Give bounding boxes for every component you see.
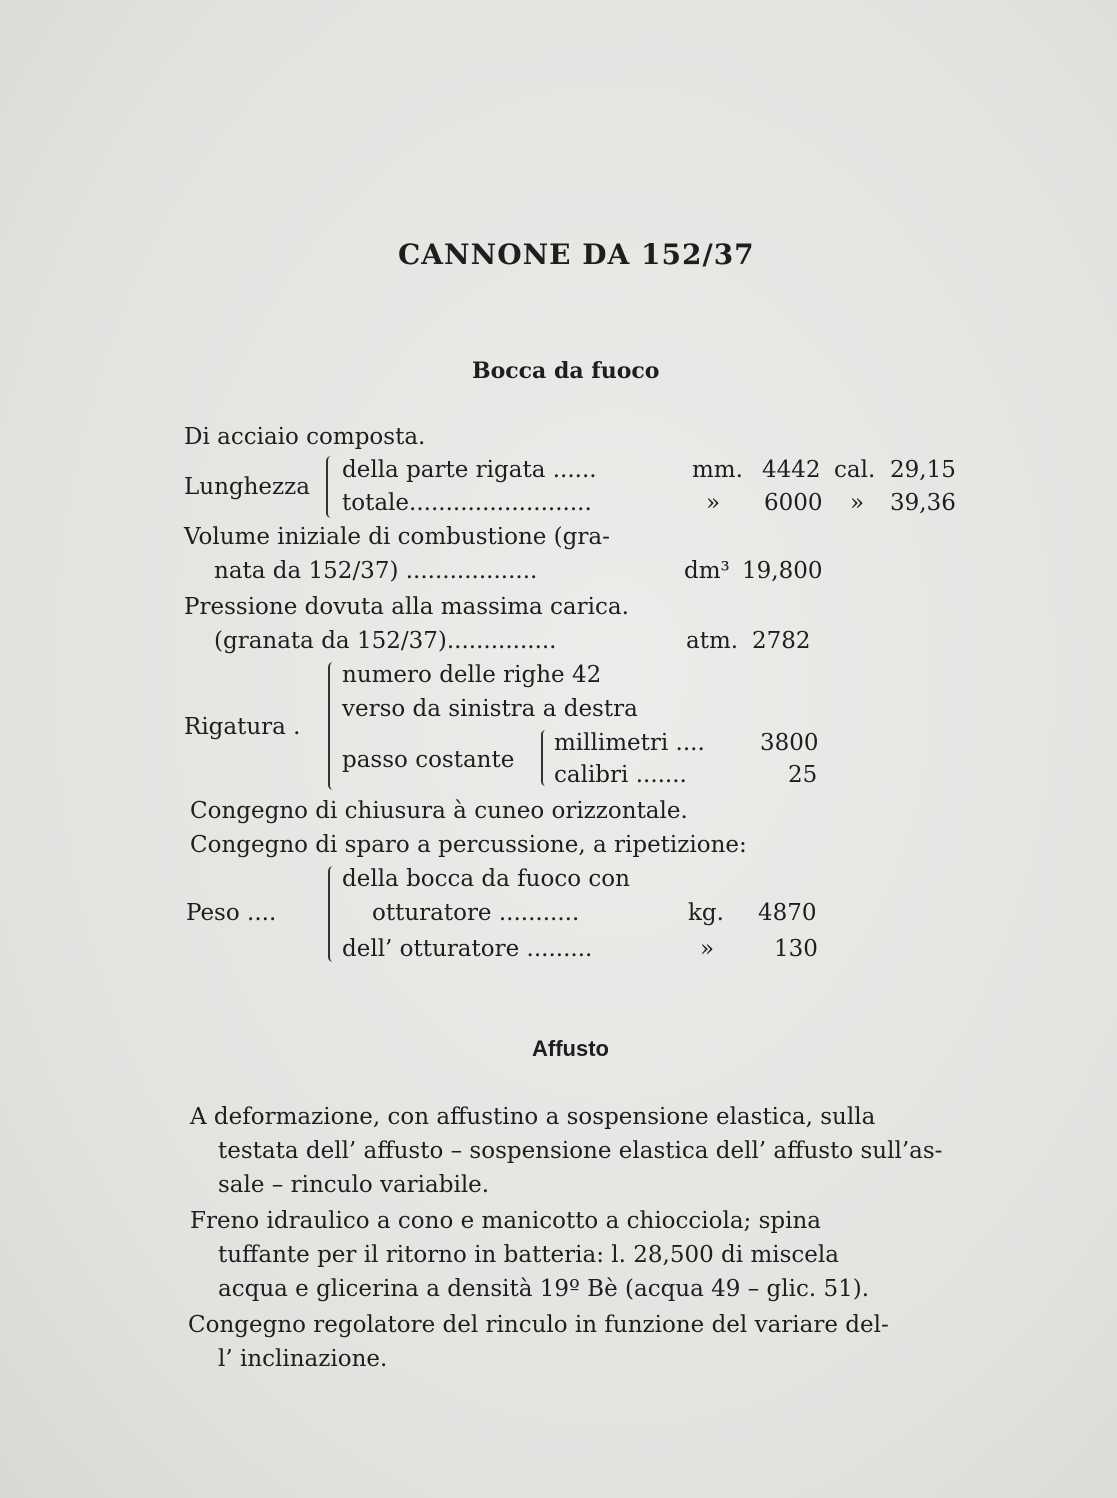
affusto-p1-line1: A deformazione, con affustino a sospensione elastica, sulla xyxy=(190,1104,876,1130)
lunghezza-rigata-value: 4442 xyxy=(762,457,821,483)
peso-dell-otturatore-unit: » xyxy=(700,936,715,962)
peso-dell-otturatore-value: 130 xyxy=(774,936,818,962)
acciaio-line: Di acciaio composta. xyxy=(184,424,426,450)
section-heading-bocca: Bocca da fuoco xyxy=(472,358,660,384)
pressione-line2: (granata da 152/37)............... xyxy=(214,628,557,654)
passo-calibri-desc: calibri ....... xyxy=(554,762,687,788)
volume-unit: dm³ xyxy=(684,558,730,584)
section-heading-affusto: Affusto xyxy=(532,1036,609,1061)
lunghezza-totale-unit2: » xyxy=(850,490,865,516)
peso-label: Peso .... xyxy=(186,900,277,926)
peso-otturatore-desc: otturatore ........... xyxy=(372,900,580,926)
peso-otturatore-value: 4870 xyxy=(758,900,817,926)
lunghezza-rigata-unit2: cal. xyxy=(834,457,876,483)
affusto-p3-line1: Congegno regolatore del rinculo in funzione del variare del- xyxy=(188,1312,889,1338)
affusto-p3-line2: l’ inclinazione. xyxy=(218,1346,388,1372)
lunghezza-totale-desc: totale......................... xyxy=(342,490,592,516)
affusto-p2-line3: acqua e glicerina a densità 19º Bè (acqua 49 – glic. 51). xyxy=(218,1276,870,1302)
pressione-value: 2782 xyxy=(752,628,811,654)
passo-millimetri-value: 3800 xyxy=(760,730,819,756)
affusto-p2-line1: Freno idraulico a cono e manicotto a chiocciola; spina xyxy=(190,1208,822,1234)
lunghezza-totale-unit: » xyxy=(706,490,721,516)
rigatura-verso: verso da sinistra a destra xyxy=(342,696,638,722)
peso-row1: della bocca da fuoco con xyxy=(342,866,630,892)
rigatura-brace xyxy=(328,662,338,790)
peso-otturatore-unit: kg. xyxy=(688,900,724,926)
passo-calibri-value: 25 xyxy=(788,762,818,788)
lunghezza-totale-value2: 39,36 xyxy=(890,490,956,516)
rigatura-label: Rigatura . xyxy=(184,714,301,740)
peso-brace xyxy=(328,866,338,962)
sparo-line: Congegno di sparo a percussione, a ripetizione: xyxy=(190,832,747,858)
lunghezza-rigata-value2: 29,15 xyxy=(890,457,956,483)
lunghezza-rigata-desc: della parte rigata ...... xyxy=(342,457,597,483)
lunghezza-brace xyxy=(326,456,336,518)
lunghezza-rigata-unit: mm. xyxy=(692,457,743,483)
volume-line1: Volume iniziale di combustione (gra- xyxy=(184,524,610,550)
lunghezza-totale-value: 6000 xyxy=(764,490,823,516)
pressione-unit: atm. xyxy=(686,628,739,654)
affusto-p2-line2: tuffante per il ritorno in batteria: l. 28,500 di miscela xyxy=(218,1242,839,1268)
page-title: CANNONE DA 152/37 xyxy=(398,238,755,271)
lunghezza-label: Lunghezza xyxy=(184,474,310,500)
pressione-line1: Pressione dovuta alla massima carica. xyxy=(184,594,629,620)
passo-brace xyxy=(541,730,550,786)
affusto-p1-line3: sale – rinculo variabile. xyxy=(218,1172,490,1198)
rigatura-righe: numero delle righe 42 xyxy=(342,662,602,688)
affusto-p1-line2: testata dell’ affusto – sospensione elastica dell’ affusto sull’as- xyxy=(218,1138,943,1164)
passo-millimetri-desc: millimetri .... xyxy=(554,730,705,756)
peso-dell-otturatore-desc: dell’ otturatore ......... xyxy=(342,936,593,962)
rigatura-passo: passo costante xyxy=(342,747,515,773)
volume-value: 19,800 xyxy=(742,558,823,584)
chiusura-line: Congegno di chiusura à cuneo orizzontale. xyxy=(190,798,688,824)
volume-line2: nata da 152/37) .................. xyxy=(214,558,538,584)
